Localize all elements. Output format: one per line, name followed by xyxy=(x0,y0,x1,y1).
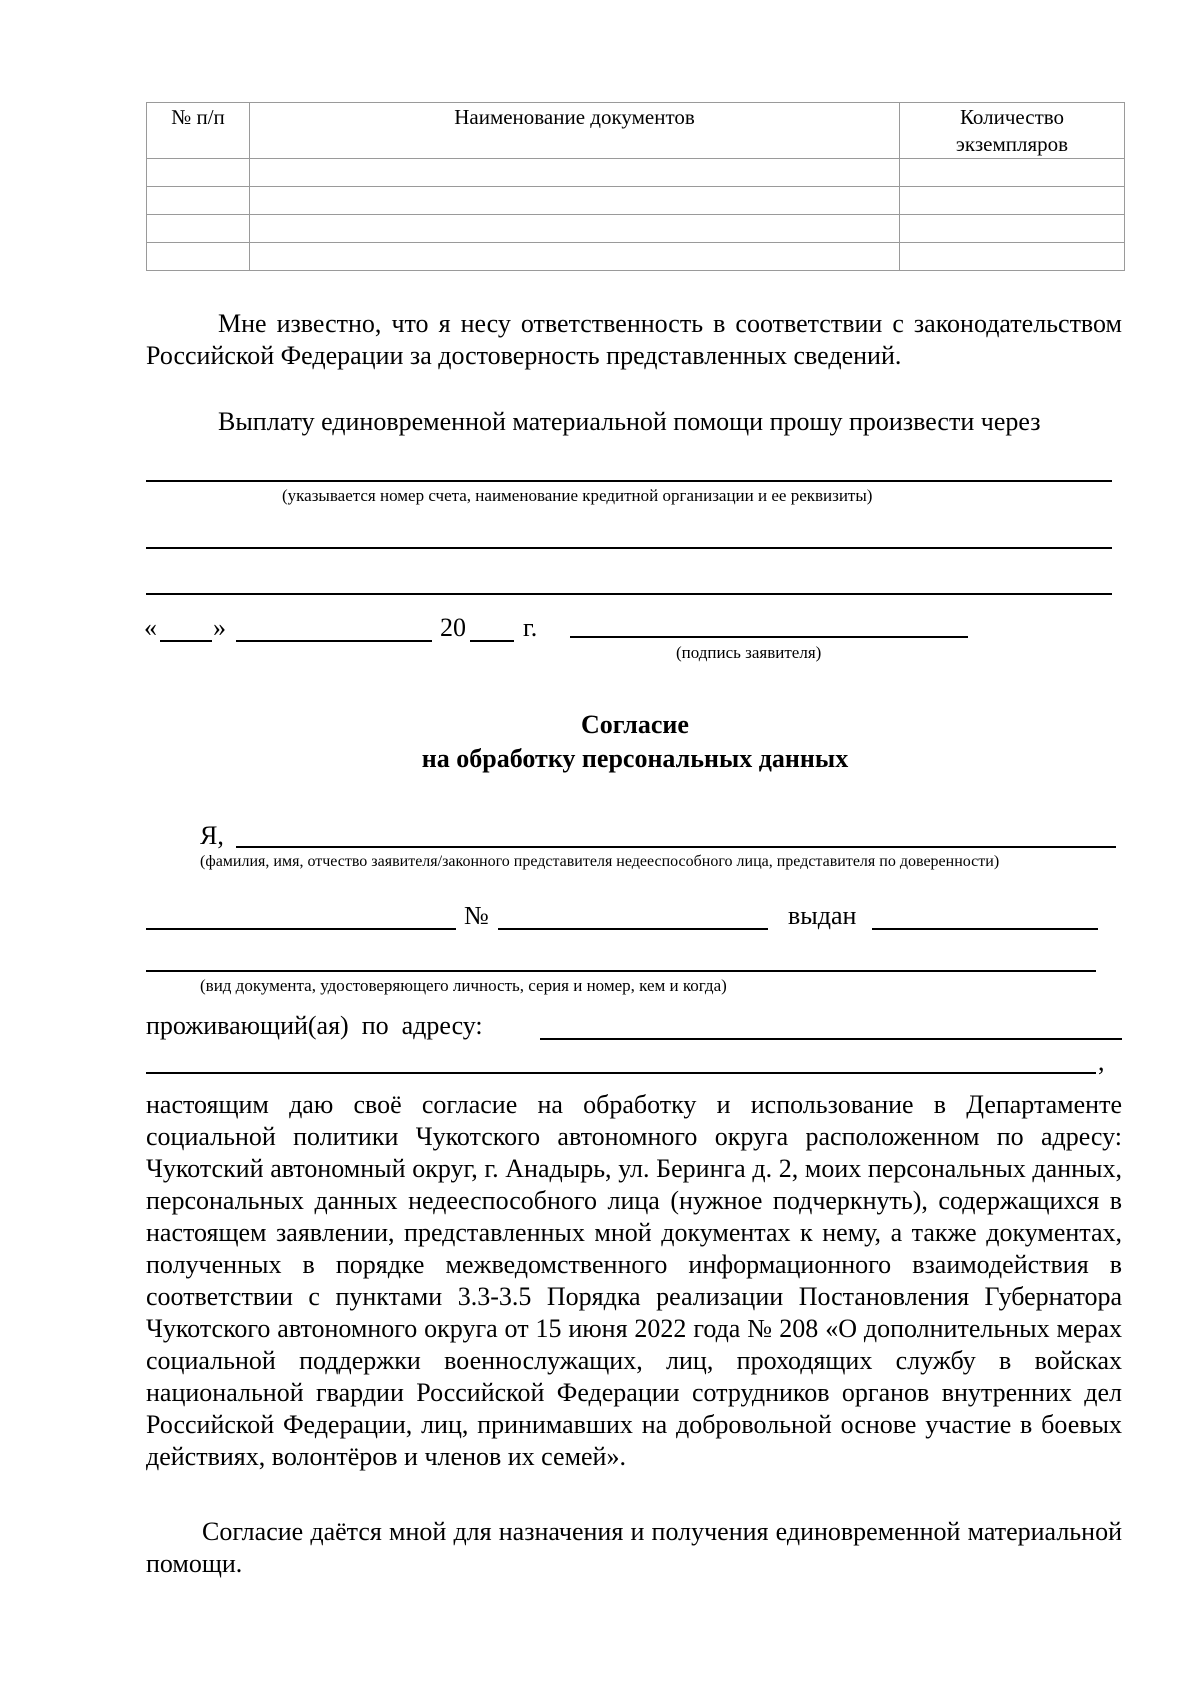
consent-body: настоящим даю своё согласие на обработку и использование в Департаменте социальной политики Чукотского автономного округа расположенном по адресу: Чукотский автономный округ, г. Анадырь, ул. Беринга д. 2, моих персональных данных, персональных данных недееспособного лица (нужное подчеркнуть), содержащихся в настоящем заявлении, представленных мной документах к нему, а также документах, полученных в порядке межведомственного информационного взаимодействия в соответствии с пунктами 3.3-3.5 Порядка реализации Постановления Губернатора Чукотского автономного округа от 15 июня 2022 года № 208 «О дополнительных мерах социальной поддержки военнослужащих, лиц, проходящих службу в войсках национальной гвардии Российской Федерации сотрудников органов внутренних дел Российской Федерации, лиц, принимавших на добровольной основе участие в боевых действиях, волонтёров и членов их семей». xyxy=(146,1090,1122,1471)
bank-details-line-3[interactable] xyxy=(146,593,1112,595)
id-document-hint: (вид документа, удостоверяющего личность, серия и номер, кем и когда) xyxy=(200,976,727,995)
table-cell[interactable] xyxy=(250,243,900,271)
fio-field[interactable] xyxy=(236,846,1116,848)
signature-field[interactable] xyxy=(570,636,968,638)
fio-hint: (фамилия, имя, отчество заявителя/законного представителя недееспособного лица, представителя по доверенности) xyxy=(200,853,1000,870)
year-prefix: 20 xyxy=(440,613,466,642)
table-cell[interactable] xyxy=(900,243,1125,271)
address-field-2[interactable] xyxy=(146,1072,1096,1074)
consent-subtitle: на обработку персональных данных xyxy=(421,744,849,773)
bank-details-line[interactable] xyxy=(146,480,1112,482)
table-cell[interactable] xyxy=(147,187,250,215)
documents-table xyxy=(146,102,1125,271)
address-comma: , xyxy=(1098,1047,1105,1076)
table-cell[interactable] xyxy=(147,159,250,187)
issued-by-field[interactable] xyxy=(872,928,1098,930)
day-field[interactable] xyxy=(160,640,212,642)
table-cell[interactable] xyxy=(900,159,1125,187)
table-cell[interactable] xyxy=(900,187,1125,215)
address-label: проживающий(ая) по адресу: xyxy=(146,1011,483,1040)
table-row xyxy=(147,187,1125,215)
responsibility-statement: Мне известно, что я несу ответственность в соответствии с законодательством Российской Федерации за достоверность представленных сведений. xyxy=(146,309,1122,370)
i-label: Я, xyxy=(200,821,224,850)
table-header-row xyxy=(147,103,1125,159)
issued-label: выдан xyxy=(788,901,857,930)
table-cell[interactable] xyxy=(147,215,250,243)
id-document-type-field[interactable] xyxy=(146,928,456,930)
year-suffix: г. xyxy=(523,613,538,642)
table-row xyxy=(147,215,1125,243)
bank-details-line-2[interactable] xyxy=(146,547,1112,549)
table-cell[interactable] xyxy=(900,215,1125,243)
col-header-number: № п/п xyxy=(147,103,250,159)
consent-purpose: Согласие даётся мной для назначения и получения единовременной материальной помощи. xyxy=(146,1517,1122,1578)
table-cell[interactable] xyxy=(147,243,250,271)
address-field[interactable] xyxy=(540,1038,1122,1040)
table-row xyxy=(147,159,1125,187)
id-details-field[interactable] xyxy=(146,970,1096,972)
number-label: № xyxy=(464,901,489,930)
table-row xyxy=(147,243,1125,271)
date-close-quote: » xyxy=(213,613,226,642)
year-field[interactable] xyxy=(470,640,514,642)
bank-details-hint: (указывается номер счета, наименование кредитной организации и ее реквизиты) xyxy=(282,486,873,505)
table-cell[interactable] xyxy=(250,187,900,215)
month-field[interactable] xyxy=(236,640,432,642)
payment-request-text: Выплату единовременной материальной помощи прошу произвести через xyxy=(218,407,1041,436)
table-cell[interactable] xyxy=(250,215,900,243)
col-header-copies: Количество экземпляров xyxy=(900,103,1125,159)
table-cell[interactable] xyxy=(250,159,900,187)
consent-title: Согласие xyxy=(581,710,689,739)
col-header-document-name: Наименование документов xyxy=(250,103,900,159)
id-number-field[interactable] xyxy=(498,928,768,930)
date-open-quote: « xyxy=(144,613,157,642)
signature-hint: (подпись заявителя) xyxy=(676,643,822,662)
